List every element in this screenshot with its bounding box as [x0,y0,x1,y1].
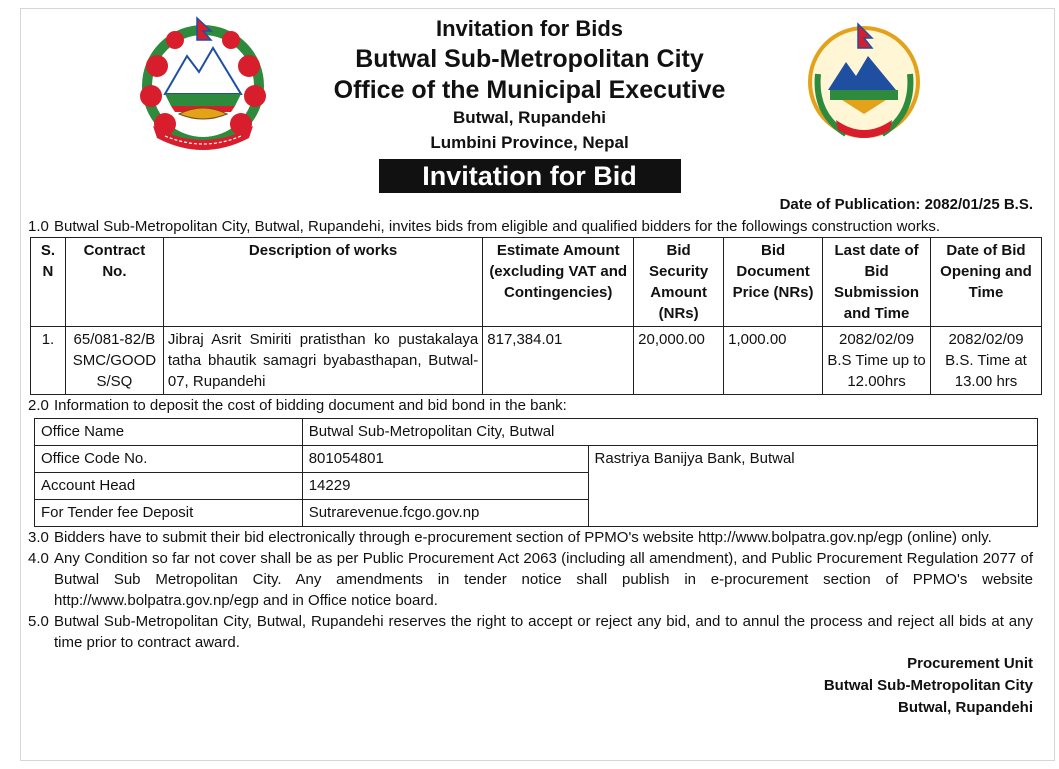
paragraph-text: Any Condition so far not cover shall be as per Public Procurement Act 2063 (including all amendment), and Public Procurement Regulation 2077 of Butwal Sub Metropolitan City. Any amendments in tender notice shall publish in e-procurement section of PPMO's website http://www.bolpatra.gov.np/egp and in Office notice board. [54,549,1033,609]
paragraph-number: 2.0 [28,396,49,414]
header-contract-no: Contract No. [65,237,163,326]
account-head-label: Account Head [35,472,303,499]
butwal-municipality-logo-icon [806,18,922,142]
flag-emblem [197,18,211,40]
header-line-province: Lumbini Province, Nepal [430,132,629,152]
header-sn: S. N [31,237,66,326]
account-head-value: 14229 [302,472,588,499]
table-row [31,326,1042,394]
office-code-label: Office Code No. [35,445,303,472]
bank-info-table [34,418,1038,527]
cell-doc-price: 1,000.00 [724,326,823,394]
publication-date: Date of Publication: 2082/01/25 B.S. [779,196,1033,214]
table-row [35,445,1038,472]
paragraph-number: 4.0 [28,549,49,567]
nepal-coat-of-arms-icon [135,14,271,150]
header-last-date: Last date of Bid Submission and Time [823,237,931,326]
header-opening-date: Date of Bid Opening and Time [931,237,1042,326]
cell-bid-security: 20,000.00 [634,326,724,394]
paragraph-3 [22,527,1037,548]
paragraph-number: 1.0 [28,217,49,235]
paragraph-text: Butwal Sub-Metropolitan City, Butwal, Rupandehi reserves the right to accept or reject any bid, and to annul the process and reject all bids at any time prior to contract award. [54,612,1033,651]
table-row [35,418,1038,445]
office-name-value: Butwal Sub-Metropolitan City, Butwal [302,418,1037,445]
header-line-city: Butwal Sub-Metropolitan City [355,44,704,73]
signature-unit: Procurement Unit [907,654,1033,672]
bank-name: Rastriya Banijya Bank, Butwal [588,445,1037,526]
header-estimate: Estimate Amount (excluding VAT and Contingencies) [483,237,634,326]
paragraph-number: 3.0 [28,528,49,546]
paragraph-2 [22,395,1037,416]
office-code-value: 801054801 [302,445,588,472]
table-header-row [31,237,1042,326]
cell-sn: 1. [31,326,66,394]
paragraph-1 [22,216,1037,237]
header-line-address: Butwal, Rupandehi [453,108,606,128]
cell-description: Jibraj Asrit Smiriti pratisthan ko pustakalaya tatha bhautik samagri byabasthapan, Butwal-07, Rupandehi [163,326,482,394]
signature-city: Butwal Sub-Metropolitan City [823,676,1033,694]
cell-last-date: 2082/02/09 B.S Time up to 12.00hrs [823,326,931,394]
paragraph-5 [22,611,1037,653]
tender-fee-value: Sutrarevenue.fcgo.gov.np [302,499,588,526]
header-doc-price: Bid Document Price (NRs) [724,237,823,326]
cell-estimate: 817,384.01 [483,326,634,394]
paragraph-text: Bidders have to submit their bid electronically through e-procurement section of PPMO's website http://www.bolpatra.gov.np/egp (online) only. [54,528,992,546]
signature-block [22,653,1037,719]
cell-opening-date: 2082/02/09 B.S. Time at 13.00 hrs [931,326,1042,394]
title-bar: Invitation for Bid [379,159,681,193]
paragraph-text: Information to deposit the cost of bidding document and bid bond in the bank: [54,396,567,414]
office-name-label: Office Name [35,418,303,445]
header-description: Description of works [163,237,482,326]
mountain-emblem [165,48,241,112]
header-line-invitation: Invitation for Bids [436,16,623,41]
bid-table [30,237,1042,395]
header-line-office: Office of the Municipal Executive [333,75,726,104]
tender-fee-label: For Tender fee Deposit [35,499,303,526]
paragraph-4 [22,548,1037,611]
paragraph-number: 5.0 [28,612,49,630]
header-bid-security: Bid Security Amount (NRs) [634,237,724,326]
cell-contract-no: 65/081-82/BSMC/GOODS/SQ [65,326,163,394]
signature-address: Butwal, Rupandehi [898,698,1033,716]
paragraph-text: Butwal Sub-Metropolitan City, Butwal, Rupandehi, invites bids from eligible and qualified bidders for the followings construction works. [54,217,941,235]
